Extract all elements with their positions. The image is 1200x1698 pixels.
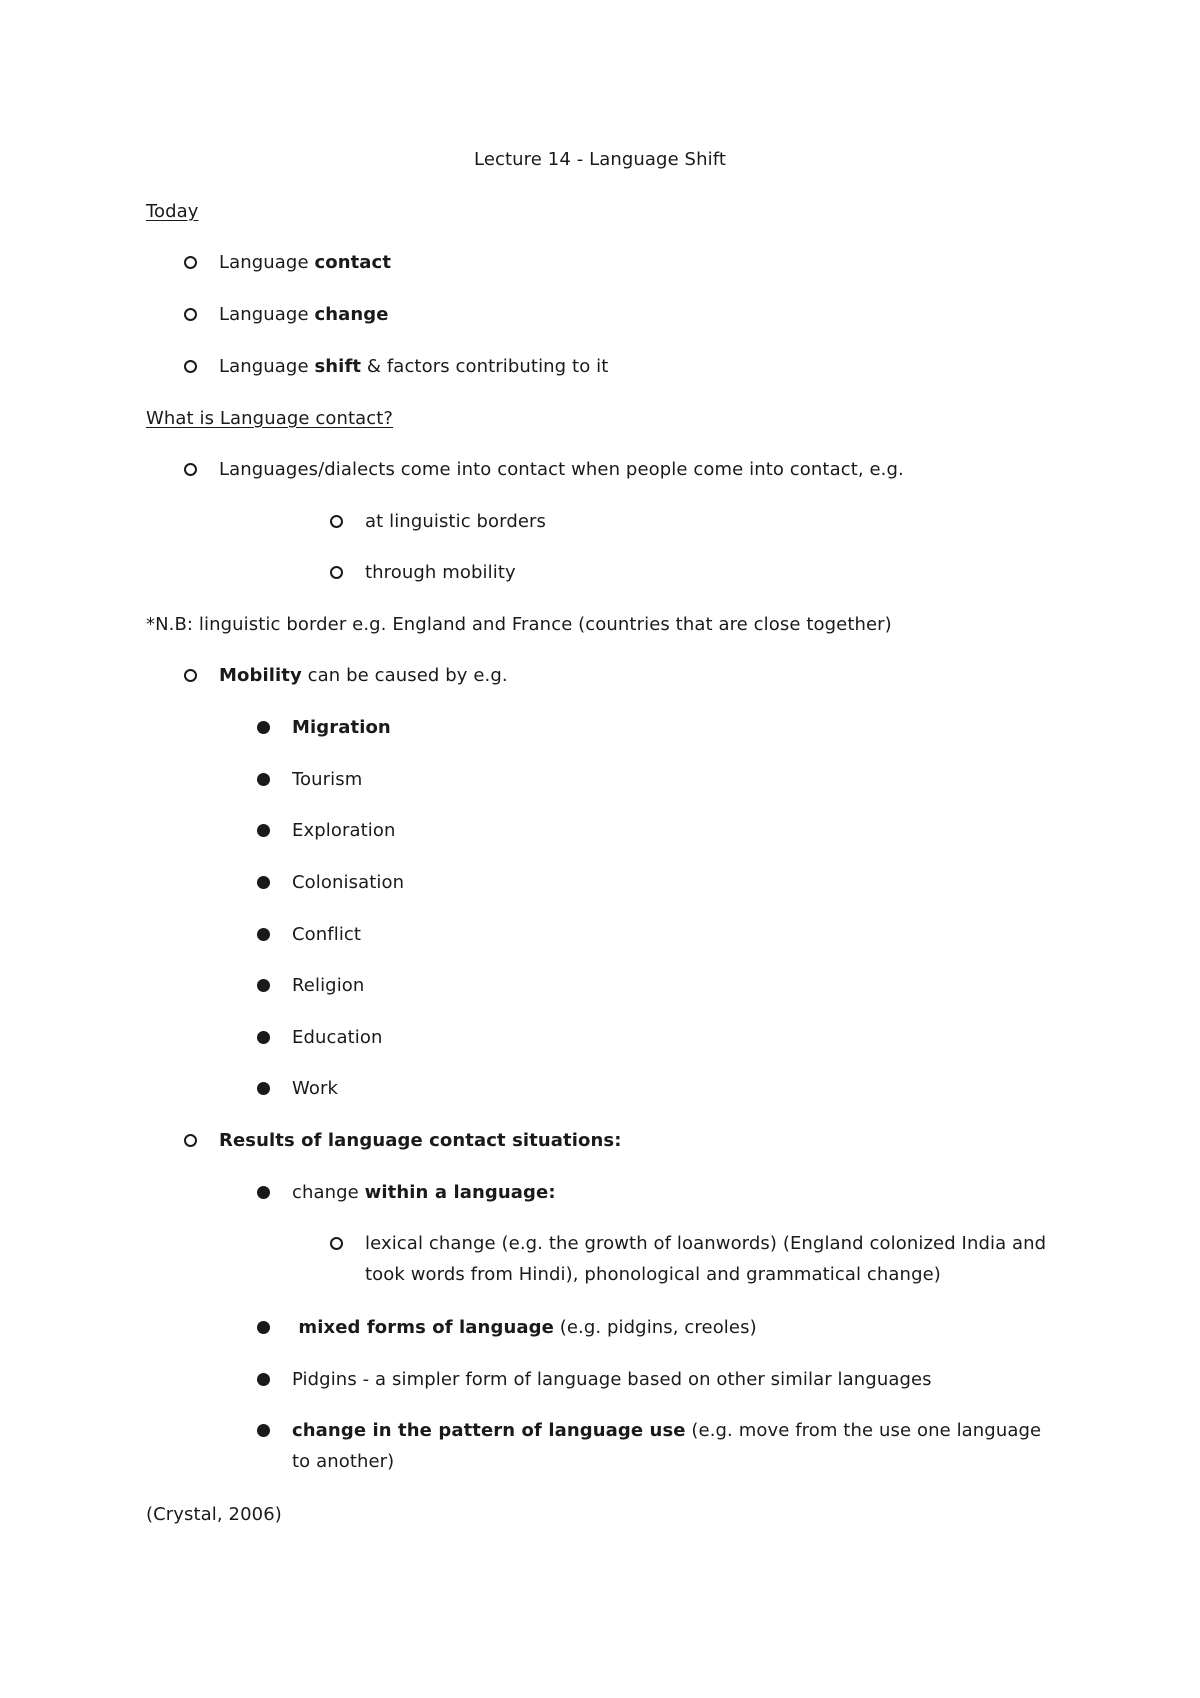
hollow-bullet-icon bbox=[330, 566, 343, 579]
contact-heading: What is Language contact? bbox=[146, 408, 394, 429]
filled-bullet-icon bbox=[257, 979, 270, 992]
today-heading: Today bbox=[146, 201, 199, 222]
example-linguistic-borders: at linguistic borders bbox=[365, 511, 547, 532]
page-title: Lecture 14 - Language Shift bbox=[474, 149, 726, 170]
result-pattern-change: change in the pattern of language use (e.g. move from the use one language to another) bbox=[292, 1420, 1042, 1472]
result-mixed-forms: mixed forms of language (e.g. pidgins, creoles) bbox=[292, 1317, 757, 1338]
hollow-bullet-icon bbox=[184, 1134, 197, 1147]
today-item-contact: Language contact bbox=[219, 252, 392, 273]
hollow-bullet-icon bbox=[184, 308, 197, 321]
cause-item: Colonisation bbox=[292, 872, 405, 893]
filled-bullet-icon bbox=[257, 773, 270, 786]
filled-bullet-icon bbox=[257, 1186, 270, 1199]
hollow-bullet-icon bbox=[184, 463, 197, 476]
result-within-language: change within a language: bbox=[292, 1182, 556, 1203]
hollow-bullet-icon bbox=[184, 669, 197, 682]
hollow-bullet-icon bbox=[184, 360, 197, 373]
cause-item: Education bbox=[292, 1027, 383, 1048]
nb-note: *N.B: linguistic border e.g. England and France (countries that are close together) bbox=[146, 614, 892, 635]
cause-item: Migration bbox=[292, 717, 391, 738]
result-pidgins: Pidgins - a simpler form of language based on other similar languages bbox=[292, 1369, 932, 1390]
cause-item: Religion bbox=[292, 975, 365, 996]
filled-bullet-icon bbox=[257, 1031, 270, 1044]
cause-item: Work bbox=[292, 1078, 338, 1099]
mobility-intro: Mobility can be caused by e.g. bbox=[219, 665, 508, 686]
hollow-bullet-icon bbox=[330, 1237, 343, 1250]
filled-bullet-icon bbox=[257, 1321, 270, 1334]
example-mobility: through mobility bbox=[365, 562, 516, 583]
filled-bullet-icon bbox=[257, 876, 270, 889]
results-heading: Results of language contact situations: bbox=[219, 1130, 622, 1151]
cause-item: Exploration bbox=[292, 820, 396, 841]
today-item-shift: Language shift & factors contributing to it bbox=[219, 356, 609, 377]
filled-bullet-icon bbox=[257, 721, 270, 734]
filled-bullet-icon bbox=[257, 1082, 270, 1095]
cause-item: Conflict bbox=[292, 924, 362, 945]
hollow-bullet-icon bbox=[184, 256, 197, 269]
hollow-bullet-icon bbox=[330, 515, 343, 528]
filled-bullet-icon bbox=[257, 1424, 270, 1437]
citation: (Crystal, 2006) bbox=[146, 1504, 282, 1525]
lexical-change-note: lexical change (e.g. the growth of loanwords) (England colonized India and took words from Hindi), phonological and grammatical change) bbox=[365, 1233, 1047, 1285]
contact-intro: Languages/dialects come into contact when people come into contact, e.g. bbox=[219, 459, 904, 480]
cause-item: Tourism bbox=[292, 769, 363, 790]
filled-bullet-icon bbox=[257, 824, 270, 837]
today-item-change: Language change bbox=[219, 304, 389, 325]
filled-bullet-icon bbox=[257, 1373, 270, 1386]
filled-bullet-icon bbox=[257, 928, 270, 941]
